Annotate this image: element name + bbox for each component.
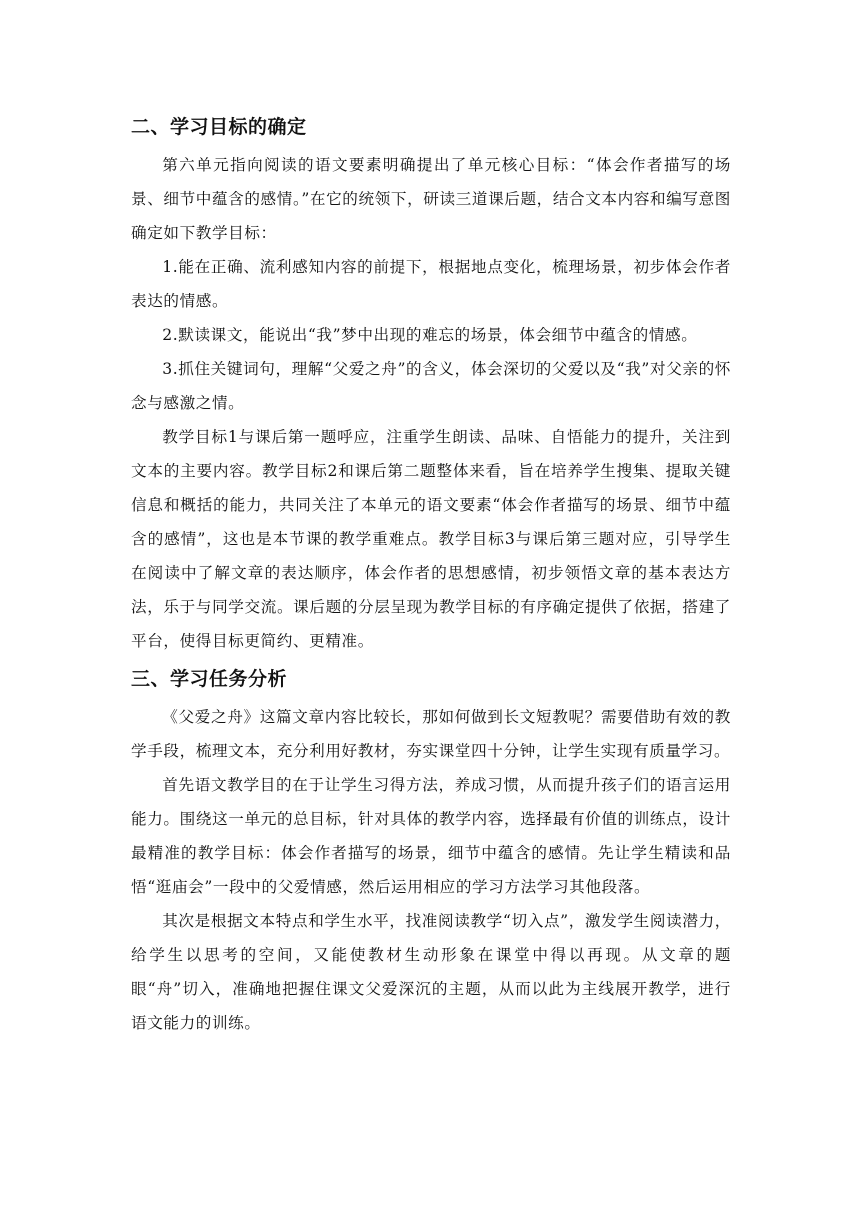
paragraph: 《父爱之舟》这篇文章内容比较长，那如何做到长文短教呢？需要借助有效的教学手段，梳理文本，充分利用好教材，夯实课堂四十分钟，让学生实现有质量学习。 (131, 708, 731, 760)
document-page (131, 112, 731, 1040)
paragraph: 1.能在正确、流利感知内容的前提下，根据地点变化，梳理场景，初步体会作者表达的情感。 (131, 258, 731, 310)
section-learning-goals (131, 112, 731, 658)
paragraph: 第六单元指向阅读的语文要素明确提出了单元核心目标：“体会作者描写的场景、细节中蕴含的感情。”在它的统领下，研读三道课后题，结合文本内容和编写意图确定如下教学目标： (131, 156, 731, 242)
paragraph: 首先语文教学目的在于让学生习得方法，养成习惯，从而提升孩子们的语言运用能力。围绕这一单元的总目标，针对具体的教学内容，选择最有价值的训练点，设计最精准的教学目标：体会作者描写的场景，细节中蕴含的感情。先让学生精读和品悟“逛庙会”一段中的父爱情感，然后运用相应的学习方法学习其他段落。 (131, 776, 731, 896)
section-heading: 二、学习目标的确定 (131, 116, 307, 138)
section-heading: 三、学习任务分析 (131, 668, 288, 690)
paragraph: 教学目标1与课后第一题呼应，注重学生朗读、品味、自悟能力的提升，关注到文本的主要内容。教学目标2和课后第二题整体来看，旨在培养学生搜集、提取关键信息和概括的能力，共同关注了本单元的语文要素“体会作者描写的场景、细节中蕴含的感情”，这也是本节课的教学重难点。教学目标3与课后第三题对应，引导学生在阅读中了解文章的表达顺序，体会作者的思想感情，初步领悟文章的基本表达方法，乐于与同学交流。课后题的分层呈现为教学目标的有序确定提供了依据，搭建了平台，使得目标更简约、更精准。 (131, 428, 731, 650)
paragraph: 其次是根据文本特点和学生水平，找准阅读教学“切入点”，激发学生阅读潜力，给学生以思考的空间，又能使教材生动形象在课堂中得以再现。从文章的题眼“舟”切入，准确地把握住课文父爱深沉的主题，从而以此为主线展开教学，进行语文能力的训练。 (131, 912, 731, 1032)
section-task-analysis (131, 664, 731, 1040)
paragraph: 2.默读课文，能说出“我”梦中出现的难忘的场景，体会细节中蕴含的情感。 (162, 326, 698, 344)
paragraph: 3.抓住关键词句，理解“父爱之舟”的含义，体会深切的父爱以及“我”对父亲的怀念与感激之情。 (131, 360, 731, 412)
